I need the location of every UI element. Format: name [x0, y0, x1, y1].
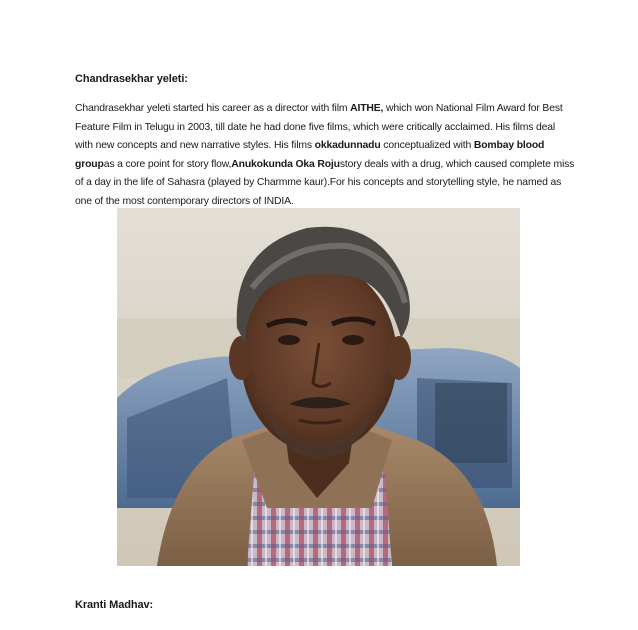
paragraph-text-run: as a core point for story flow, [103, 158, 232, 170]
paragraph-text-run: story deals with a drug, which caused complete miss of a day in the life of Sahasra (played by Charmme kaur).For his concepts and storytelling style, he named as one of the most contemporary directors of INDIA. [75, 158, 575, 207]
portrait-photo [117, 208, 520, 566]
paragraph-bold-run: okkadunnadu [314, 140, 381, 152]
paragraph-text-run: which won National Film Award for Best Feature Film in Telugu in 2003, till date he had done five films, which were critically acclaimed. His films deal with new concepts and new narrative styles. His films [75, 103, 563, 152]
paragraph-bold-run: Anukokunda Oka Roju [231, 158, 340, 170]
paragraph-text-run: conceptualized with [380, 140, 474, 152]
paragraph-text-run: Chandrasekhar yeleti started his career as a director with film [75, 103, 351, 114]
portrait-photo-icon [117, 208, 520, 566]
section-heading-kranti-madhav: Kranti Madhav: [75, 599, 154, 611]
paragraph-bold-run: AITHE, [350, 103, 384, 114]
section-heading-chandrasekhar: Chandrasekhar yeleti: [75, 73, 188, 85]
section-paragraph-chandrasekhar [75, 100, 575, 212]
paragraph-bold-run: Bombay blood group [75, 140, 545, 170]
